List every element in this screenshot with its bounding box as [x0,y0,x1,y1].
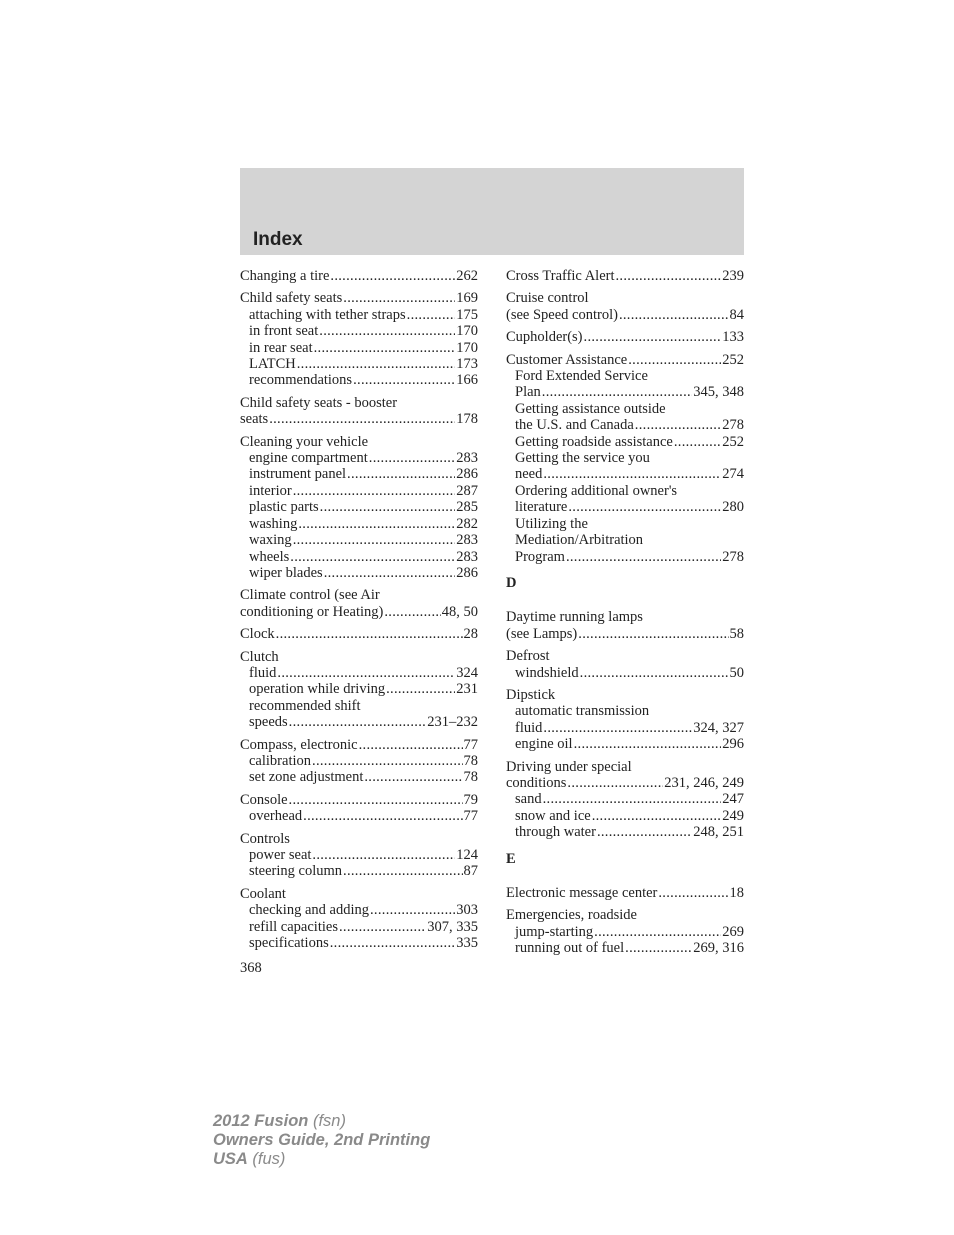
entry-text: (see Lamps) [506,625,578,642]
index-subentry [240,565,478,581]
entry-text: instrument panel [249,466,347,483]
dot-leader [616,268,722,284]
entry-text: Ford Extended Service [515,368,648,385]
page-reference: 285 [456,499,478,516]
index-subentry [240,808,478,824]
entry-text: checking and adding [249,902,369,919]
entry-text: washing [249,515,298,532]
page-reference: 231–232 [427,714,478,731]
dot-leader [574,736,722,752]
index-subentry [240,665,478,681]
entry-text: running out of fuel [515,940,625,957]
index-entry-line [240,434,478,450]
page-reference: 324 [456,664,478,681]
page-reference: 28 [463,626,478,643]
dot-leader [364,769,462,785]
page-reference: 307, 335 [427,918,478,935]
index-subentry [506,532,744,548]
index-subentry [506,516,744,532]
index-entry-line [506,907,744,923]
page-number: 368 [240,960,262,976]
entry-text: overhead [249,808,303,825]
entry-text: Clutch [240,648,279,665]
page-reference: 48, 50 [441,603,478,620]
entry-text: Utilizing the [515,515,588,532]
page-reference: 345, 348 [693,384,744,401]
index-subentry [240,753,478,769]
document-footer [213,1112,430,1169]
index-entry-line [506,648,744,664]
page-reference: 248, 251 [693,824,744,841]
section-letter: E [506,850,516,867]
entry-text: speeds [249,714,288,731]
index-subentry [506,450,744,466]
entry-text: refill capacities [249,918,338,935]
index-subentry [240,532,478,548]
entry-text: Defrost [506,648,550,665]
page-reference: 175 [456,306,478,323]
entry-text: Changing a tire [240,268,330,284]
index-entry [506,329,744,345]
index-subentry [240,714,478,730]
entry-text: Mediation/Arbitration [515,532,644,549]
entry-text: Climate control (see Air [240,587,380,604]
entry-text: specifications [249,935,329,952]
dot-leader [578,626,728,642]
page-reference: 335 [456,935,478,952]
index-column-left [240,268,478,957]
index-entry-line [240,792,478,808]
dot-leader [635,417,721,433]
entry-text: seats [240,411,269,428]
index-entry-line [240,290,478,306]
index-subentry [506,549,744,565]
dot-leader [269,411,455,427]
dot-leader [369,450,455,466]
dot-leader [584,329,722,345]
page-reference: 249 [722,807,744,824]
index-subentry [240,450,478,466]
entry-text: engine oil [515,736,573,753]
page-reference: 283 [456,548,478,565]
page-reference: 278 [722,417,744,434]
page-reference: 78 [463,769,478,786]
entry-text: attaching with tether straps [249,306,406,323]
dot-leader [293,532,456,548]
dot-leader [619,307,729,323]
index-entry-line [506,329,744,345]
index-subentry [506,720,744,736]
index-subentry [240,483,478,499]
entry-text: automatic transmission [515,703,650,720]
page-reference: 239 [722,268,744,284]
entry-text: power seat [249,847,312,863]
dot-leader [312,753,462,769]
page-reference: 231, 246, 249 [664,774,744,791]
entry-text: Child safety seats [240,290,343,307]
page-reference: 283 [456,450,478,467]
index-entry [240,626,478,642]
index-subentry [506,940,744,956]
entry-text: LATCH [249,356,296,373]
index-subentry [240,356,478,372]
entry-text: operation while driving [249,681,386,698]
index-entry [240,268,478,284]
entry-text: waxing [249,532,292,549]
entry-text: wheels [249,548,290,565]
index-header-banner [240,168,744,255]
entry-text: Electronic message center [506,885,658,901]
index-subentry [506,736,744,752]
index-entry-line [506,626,744,642]
index-subentry [506,384,744,400]
section-letter: D [506,574,517,591]
index-entry [506,759,744,841]
page-reference: 247 [722,791,744,808]
entry-text: steering column [249,863,343,880]
index-subentry [506,401,744,417]
footer-market: USA [213,1150,248,1168]
index-subentry [506,499,744,515]
index-subentry [240,847,478,863]
index-entry-line [240,626,478,642]
index-entry-line [240,395,478,411]
entry-text: Emergencies, roadside [506,907,637,924]
entry-text: Dipstick [506,686,556,703]
page-reference: 280 [722,499,744,516]
footer-line-1 [213,1112,430,1131]
entry-text: recommendations [249,372,353,389]
index-entry-line [506,775,744,791]
dot-leader [312,847,455,863]
page-reference: 50 [729,664,744,681]
entry-text: Cross Traffic Alert [506,268,615,284]
entry-text: Cruise control [506,290,589,307]
entry-text: fluid [515,719,543,736]
index-subentry [240,340,478,356]
dot-leader [293,483,456,499]
index-subentry [240,372,478,388]
dot-leader [319,323,455,339]
entry-text: Daytime running lamps [506,609,643,626]
entry-text: Program [515,548,565,565]
index-entry [240,886,478,952]
page-reference: 77 [463,736,478,753]
dot-leader [566,549,721,565]
index-entry [506,290,744,323]
index-entry-line [506,307,744,323]
dot-leader [542,384,692,400]
entry-text: Controls [240,830,290,847]
footer-line-3 [213,1150,430,1169]
dot-leader [580,665,729,681]
entry-text: conditioning or Heating) [240,603,384,620]
entry-text: Clock [240,626,275,643]
index-subentry [506,824,744,840]
dot-leader [289,792,463,808]
page-reference: 324, 327 [693,719,744,736]
index-subentry [240,935,478,951]
dot-leader [347,466,455,482]
entry-text: calibration [249,752,312,769]
index-subentry [506,808,744,824]
page-reference: 252 [722,433,744,450]
dot-leader [359,737,463,753]
index-subentry [506,791,744,807]
dot-leader [597,824,692,840]
page-reference: 169 [456,290,478,307]
dot-leader [320,499,456,515]
entry-text: Getting roadside assistance [515,433,673,450]
index-entry-line [240,737,478,753]
page-reference: 77 [463,808,478,825]
index-column-right [506,268,744,963]
page-reference: 87 [463,863,478,880]
index-subentry [506,466,744,482]
dot-leader [330,268,455,284]
page-reference: 287 [456,482,478,499]
dot-leader [543,791,722,807]
index-entry-line [506,268,744,284]
index-entry [240,434,478,582]
index-subentry [506,665,744,681]
entry-text: literature [515,499,568,516]
index-subentry [240,902,478,918]
page-reference: 170 [456,339,478,356]
footer-guide: Owners Guide, 2nd Printing [213,1131,431,1149]
page-reference: 274 [722,466,744,483]
page-reference: 58 [729,625,744,642]
entry-text: windshield [515,664,579,681]
dot-leader [276,626,463,642]
entry-text: engine compartment [249,450,368,467]
page-reference: 269, 316 [693,940,744,957]
index-entry [240,792,478,825]
entry-text: need [515,466,543,483]
index-entry [506,885,744,901]
dot-leader [384,604,440,620]
dot-leader [324,565,456,581]
index-subentry [240,516,478,532]
page-reference: 166 [456,372,478,389]
index-entry [506,352,744,565]
dot-leader [543,466,721,482]
index-entry-line [240,604,478,620]
index-entry-line [506,759,744,775]
dot-leader [658,885,728,901]
index-entry [240,737,478,786]
dot-leader [567,775,663,791]
page-reference: 170 [456,323,478,340]
index-subentry [240,307,478,323]
entry-text: wiper blades [249,564,323,581]
entry-text: plastic parts [249,499,319,516]
dot-leader [407,307,456,323]
dot-leader [330,935,456,951]
index-entry-line [240,886,478,902]
index-entry [506,268,744,284]
index-entry [506,687,744,753]
entry-text: fluid [249,664,277,681]
index-entry-line [506,609,744,625]
dot-leader [339,919,426,935]
index-subentry [240,323,478,339]
index-subentry [506,483,744,499]
entry-text: Compass, electronic [240,736,358,753]
dot-leader [343,290,455,306]
index-entry-line [506,352,744,368]
entry-text: sand [515,791,542,808]
entry-text: recommended shift [249,697,361,714]
entry-text: Cleaning your vehicle [240,433,369,450]
index-entry-line [240,831,478,847]
page-reference: 173 [456,356,478,373]
entry-text: Customer Assistance [506,351,628,368]
entry-text: Coolant [240,885,286,902]
page-reference: 278 [722,548,744,565]
entry-text: set zone adjustment [249,769,364,786]
dot-leader [568,499,721,515]
entry-text: Ordering additional owner's [515,482,678,499]
dot-leader [314,340,456,356]
dot-leader [674,434,721,450]
dot-leader [277,665,455,681]
page-reference: 84 [729,306,744,323]
index-entry-line [506,290,744,306]
page-reference: 283 [456,532,478,549]
dot-leader [628,352,721,368]
entry-text: conditions [506,774,567,791]
index-entry [240,290,478,388]
index-subentry [506,924,744,940]
page-reference: 262 [456,268,478,284]
index-entry-line [240,649,478,665]
entry-text: Getting assistance outside [515,400,666,417]
index-subentry [506,434,744,450]
page-reference: 286 [456,466,478,483]
entry-text: Driving under special [506,758,632,775]
index-entry [506,609,744,642]
index-subentry [240,698,478,714]
page-reference: 231 [456,681,478,698]
footer-market-code: (fus) [247,1150,286,1168]
page-reference: 296 [722,736,744,753]
dot-leader [543,720,692,736]
entry-text: in rear seat [249,339,313,356]
index-entry-line [240,411,478,427]
entry-text: Cupholder(s) [506,329,583,346]
index-subentry [240,769,478,785]
dot-leader [594,924,721,940]
entry-text: (see Speed control) [506,306,618,323]
index-entry-line [506,885,744,901]
entry-text: interior [249,482,292,499]
dot-leader [289,714,427,730]
dot-leader [592,808,722,824]
page-reference: 252 [722,351,744,368]
index-subentry [240,499,478,515]
index-entry [240,649,478,731]
page-reference: 269 [722,923,744,940]
page-reference: 78 [463,752,478,769]
index-subentry [240,549,478,565]
index-subentry [240,466,478,482]
dot-leader [297,356,456,372]
dot-leader [625,940,692,956]
index-subentry [240,681,478,697]
footer-model-code: (fsn) [308,1112,346,1130]
footer-line-2 [213,1131,430,1150]
page-reference: 303 [456,902,478,919]
page-reference: 18 [729,885,744,901]
dot-leader [298,516,455,532]
footer-model: 2012 Fusion [213,1112,309,1130]
page-reference: 133 [722,329,744,346]
index-subentry [506,368,744,384]
entry-text: Child safety seats - booster [240,394,398,411]
dot-leader [370,902,455,918]
dot-leader [303,808,462,824]
entry-text: Plan [515,384,541,401]
page-reference: 124 [456,847,478,863]
entry-text: jump-starting [515,923,594,940]
entry-text: through water [515,824,596,841]
entry-text: in front seat [249,323,319,340]
entry-text: the U.S. and Canada [515,417,634,434]
entry-text: Console [240,791,288,808]
index-subentry [506,417,744,433]
index-entry [240,831,478,880]
index-entry [240,587,478,620]
page-reference: 286 [456,564,478,581]
entry-text: Getting the service you [515,450,650,467]
page-reference: 79 [463,791,478,808]
index-entry-line [240,268,478,284]
index-subentry [240,863,478,879]
index-entry-line [240,587,478,603]
index-entry [506,907,744,956]
page-title: Index [253,229,303,250]
dot-leader [353,372,455,388]
index-entry [240,395,478,428]
page-reference: 178 [456,411,478,428]
dot-leader [343,863,462,879]
index-subentry [240,919,478,935]
dot-leader [290,549,455,565]
entry-text: snow and ice [515,807,591,824]
index-entry-line [506,687,744,703]
page-reference: 282 [456,515,478,532]
index-subentry [506,703,744,719]
dot-leader [386,681,455,697]
index-entry [506,648,744,681]
